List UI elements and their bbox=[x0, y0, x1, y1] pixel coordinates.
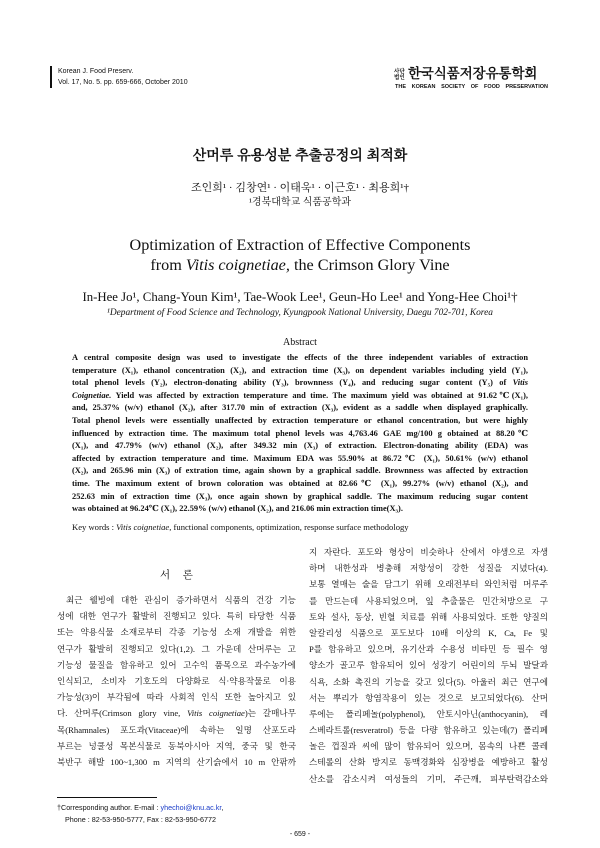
affiliation-korean: ¹경북대학교 식품공학과 bbox=[248, 197, 352, 208]
text-line: 놀은 껍질과 씨에 많이 함유되어 있으며, 몸속의 나쁜 콜레 bbox=[309, 741, 548, 752]
text-line: influenced by extraction time. The maximum total phenol levels was 4,763.46 GAE mg/100 g obtained at 88.20℃ bbox=[72, 428, 528, 438]
text-line: 루에는 폴리페놀(polyphenol), 안토시아닌(anthocyanin), 레 bbox=[309, 708, 548, 719]
text-line: (X₁), and 47.79% (w/v) ethanol (X₂), after 349.32 min (X₃) of extraction. Electron-donating ability (EDA) was bbox=[72, 441, 528, 451]
text-line: Total phenol levels were essentially unaffected by extraction temperature or ethanol concentration, but were highly bbox=[72, 415, 528, 425]
title-english-line1: Optimization of Extraction of Effective Components bbox=[129, 236, 471, 254]
species-name: Vitis coignetiae, bbox=[185, 256, 290, 274]
text-segment: )는 갈매나무 bbox=[244, 708, 296, 719]
keywords-list: , functional components, optimization, response surface methodology bbox=[169, 522, 409, 532]
intro-right-column bbox=[309, 544, 548, 787]
text-line bbox=[72, 377, 528, 390]
society-logo-prefix bbox=[394, 69, 405, 82]
text-line: P를 함유하고 있으며, 유기산과 수용성 비타민 등 필수 영 bbox=[309, 644, 548, 655]
text-line: affected by extraction temperature and time. Maximum EDA was 55.90% at 86.72℃ (X₁), 50.61% (w/v) ethanol bbox=[72, 453, 528, 463]
text-line bbox=[72, 390, 528, 403]
text-line: 양소가 골고루 함유되어 있어 성장기 어린이의 두뇌 발달과 bbox=[309, 660, 548, 671]
text-line bbox=[57, 705, 296, 721]
text-line: time. The maximum extent of brown coloration was obtained at 82.66℃ (X₁), 99.27% (w/v) ethanol (X₂), and bbox=[72, 478, 528, 488]
corresponding-author-footnote bbox=[57, 802, 223, 826]
society-prefix-bottom: 법인 bbox=[394, 75, 405, 82]
text-line: 산소를 감소시켜 여성들의 기미, 주근깨, 피부탄력감소와 bbox=[309, 773, 548, 784]
footnote-text: †Corresponding author. E-mail : bbox=[57, 803, 161, 812]
text-line: 성에 대한 연구가 활발히 진행되고 있다. 특히 타당한 식품 bbox=[57, 611, 296, 622]
text-line: 부르는 넝쿨성 목본식물로 동북아시아 지역, 중국 및 한국 bbox=[57, 740, 296, 751]
footnote-text: , bbox=[221, 803, 224, 812]
text-line: 스베라트롤(resveratrol) 등을 다량 함유하고 있는데(7) 폴리페 bbox=[309, 725, 548, 736]
italic-text: Coignetiae. bbox=[72, 390, 112, 400]
text-line: 연구가 활발히 진행되고 있다(1,2). 그 가운데 산머루는 고 bbox=[57, 643, 296, 654]
text-segment: total phenol levels (Y₂), electron-donating ability (Y₃), brownness (Y₄), and reducing sugar content (Y₅) of bbox=[72, 378, 513, 388]
abstract-heading: Abstract bbox=[283, 337, 317, 348]
text-line: 가능성(3)이 부각됨에 따라 사회적 인식 또한 높아지고 있 bbox=[57, 692, 296, 703]
title-english-line2 bbox=[0, 255, 600, 275]
text-line: 또는 약용식물 소재로부터 각종 기능성 소재 개발을 위한 bbox=[57, 627, 296, 638]
text-segment: 다. 산머루(Crimson glory vine, bbox=[57, 708, 188, 719]
text-line: 북반구 해발 100~1,300 m 지역의 산기슭에서 10 m 안팎까 bbox=[57, 756, 296, 767]
text-line: 인식되고, 소비자 기호도의 다양화로 식·약용작물로 이용 bbox=[57, 675, 296, 686]
text-line: 알칼리성 식품으로 포도보다 10배 이상의 K, Ca, Fe 및 bbox=[309, 627, 548, 638]
italic-text: Vitis coignetiae bbox=[187, 708, 245, 719]
section-heading-introduction: 서 론 bbox=[160, 570, 193, 581]
text-line: 토와 설사, 동상, 빈혈 치료를 위해 사용되었다. 또한 양질의 bbox=[309, 611, 548, 622]
text-line: 서는 뿌리가 항염작용이 있는 것으로 보고되었다(6). 산머 bbox=[309, 692, 548, 703]
keywords-species: Vitis coignetiae bbox=[116, 522, 170, 532]
text-line: (X₂), and 265.96 min (X₃) of extration time, again shown by a graphical saddle. Brownness was affected by extraction bbox=[72, 466, 528, 476]
footnote-divider bbox=[57, 797, 157, 798]
text-segment: Yield was affected by extraction temperature and time. The maximum yield was obtained at 91.62℃(X₁), bbox=[111, 390, 528, 400]
footnote-line-email bbox=[57, 802, 223, 814]
abstract-body bbox=[72, 352, 528, 516]
title-text: from bbox=[150, 256, 186, 274]
journal-name: Korean J. Food Preserv. bbox=[58, 68, 134, 75]
text-line: 최근 웰빙에 대한 관심이 증가하면서 식품의 건강 기능 bbox=[66, 595, 296, 605]
footnote-line-phone: Phone : 82-53-950-5777, Fax : 82-53-950-6772 bbox=[65, 815, 217, 824]
page-number: - 659 - bbox=[289, 831, 311, 838]
title-korean: 산머루 유용성분 추출공정의 최적화 bbox=[192, 147, 408, 163]
society-prefix-top: 사단 bbox=[394, 69, 405, 75]
text-line: 를 만드는데 사용되었으며, 잎 추출물은 민간처방으로 구 bbox=[309, 595, 548, 606]
text-line: 지 자란다. 포도와 형상이 비슷하나 산에서 야생으로 자생 bbox=[309, 547, 548, 557]
society-name-english: THE KOREAN SOCIETY OF FOOD PRESERVATION bbox=[395, 84, 548, 90]
text-line: A central composite design was used to investigate the effects of the three independent variables of extraction bbox=[72, 353, 528, 362]
text-line: and, 25.37% (w/v) ethanol (X₂), after 317.70 min of extraction (X₃), evident as a saddle when displayed graphically. bbox=[72, 403, 528, 413]
authors-english: In-Hee Jo¹, Chang-Youn Kim¹, Tae-Wook Lee¹, Geun-Ho Lee¹ and Yong-Hee Choi¹† bbox=[82, 290, 518, 304]
email-link[interactable]: yhechoi@knu.ac.kr bbox=[160, 803, 222, 812]
text-line: temperature (X₁), ethanol concentration (X₂), and extraction time (X₃), on dependent variables including yield (Y₁), bbox=[72, 365, 528, 375]
title-english bbox=[0, 235, 600, 275]
text-line: 보통 열매는 술을 담그기 위해 오래전부터 와인처럼 머루주 bbox=[309, 579, 548, 590]
keywords-label: Key words : bbox=[72, 522, 117, 532]
text-line: 스테롤의 산화 방지로 동맥경화와 심장병을 예방하고 활성 bbox=[309, 757, 548, 768]
italic-text: Vitis bbox=[512, 378, 528, 388]
authors-korean: 조인희¹ · 김창연¹ · 이태욱¹ · 이근호¹ · 최용희¹† bbox=[190, 182, 410, 194]
text-line: 하며 내한성과 병충해 저항성이 강한 성질을 지녔다(4). bbox=[309, 563, 548, 574]
text-line: 식욕, 소화 촉진의 기능을 갖고 있다(5). 아울러 최근 연구에 bbox=[309, 676, 548, 687]
society-name-korean: 한국식품저장유통학회 bbox=[408, 66, 538, 81]
title-text: the Crimson Glory Vine bbox=[289, 256, 450, 274]
journal-volume: Vol. 17, No. 5. pp. 659-666, October 2010 bbox=[58, 79, 188, 86]
journal-citation bbox=[50, 66, 188, 88]
text-line: was obtained at 96.24℃ (X₁), 22.59% (w/v) ethanol (X₂), and 216.06 min extraction time(X₃). bbox=[72, 504, 403, 514]
affiliation-english: ¹Department of Food Science and Technology, Kyungpook National University, Daegu 702-701, Korea bbox=[107, 308, 493, 318]
text-line: 252.63 min of extraction time (X₃), once again shown by graphical saddle. The maximum reducing sugar content bbox=[72, 491, 528, 501]
text-line: 목(Rhamnales) 포도과(Vitaceae)에 속하는 일명 산포도라 bbox=[57, 724, 296, 735]
text-line: 기능성 물질을 함유하고 있어 고수익 품목으로 과수농가에 bbox=[57, 659, 296, 670]
intro-left-column bbox=[57, 592, 296, 770]
keywords bbox=[72, 521, 409, 533]
